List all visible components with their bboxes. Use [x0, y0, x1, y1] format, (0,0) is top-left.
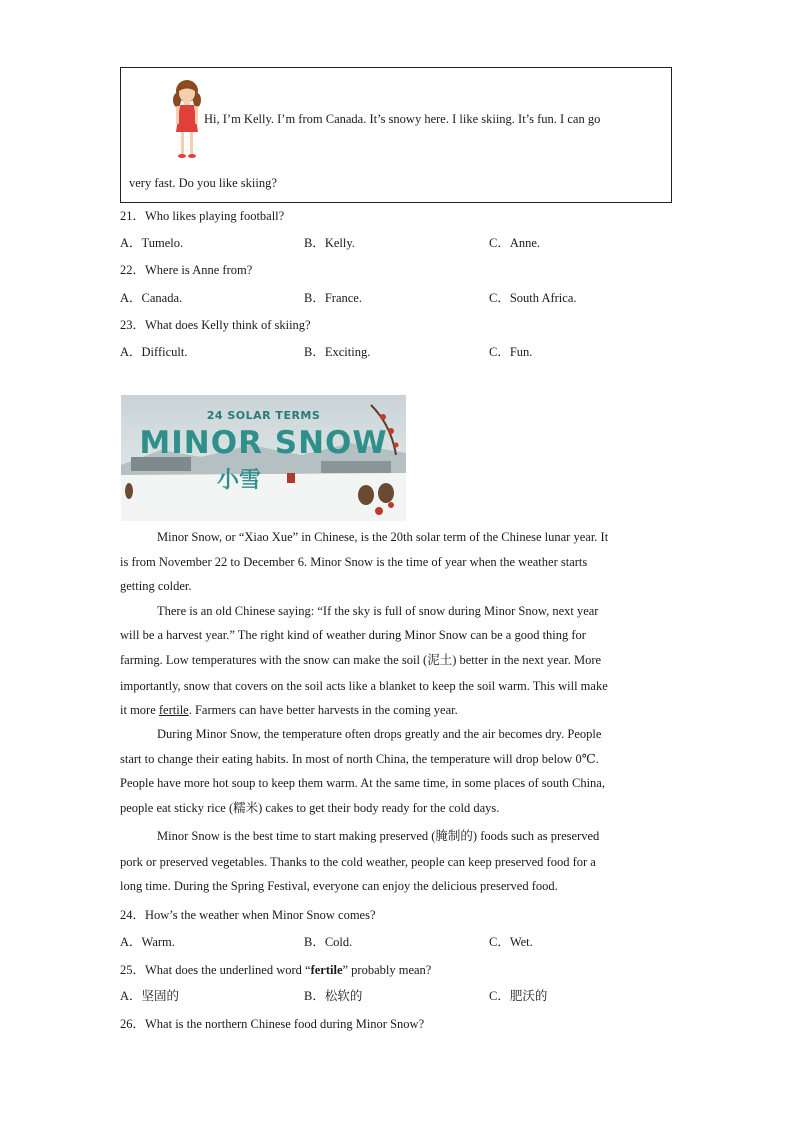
banner-chinese-title: 小雪: [217, 468, 262, 493]
passage-text: it more: [120, 703, 159, 717]
q22-option-b: B．France.: [304, 291, 362, 305]
underlined-word-fertile: fertile: [158, 703, 189, 717]
passage-p4-line-1: Minor Snow is the best time to start making preserved (腌制的) foods such as preserved: [157, 829, 600, 843]
passage-p2-line-1: There is an old Chinese saying: “If the sky is full of snow during Minor Snow, next year: [157, 604, 599, 618]
passage-text: . Farmers can have better harvests in the coming year.: [188, 703, 458, 717]
q23-option-b: B．Exciting.: [304, 345, 371, 359]
q25-option-a: A．坚固的: [120, 989, 180, 1003]
kelly-text-line-2: very fast. Do you like skiing?: [129, 176, 277, 190]
q21-option-c: C．Anne.: [489, 236, 541, 250]
q24-option-b: B．Cold.: [304, 935, 353, 949]
q24-option-a: A．Warm.: [120, 935, 175, 949]
q24-option-c: C．Wet.: [489, 935, 533, 949]
q23-option-c: C．Fun.: [489, 345, 533, 359]
passage-p1-line-1: Minor Snow, or “Xiao Xue” in Chinese, is the 20th solar term of the Chinese lunar year. It: [157, 530, 609, 544]
passage-p4-line-2: pork or preserved vegetables. Thanks to the cold weather, people can keep preserved food for a: [120, 855, 596, 869]
passage-p3-line-3: People have more hot soup to keep them warm. At the same time, in some places of south China,: [120, 776, 605, 790]
passage-p3-line-2: start to change their eating habits. In most of north China, the temperature will drop below 0℃.: [120, 752, 599, 766]
q21-option-b: B．Kelly.: [304, 236, 355, 250]
banner-subtitle: 24 SOLAR TERMS: [206, 409, 321, 422]
girl-illustration-icon: [171, 78, 203, 162]
question-25-text: 25．What does the underlined word “: [120, 963, 311, 977]
q22-option-c: C．South Africa.: [489, 291, 577, 305]
passage-p4-line-3: long time. During the Spring Festival, everyone can enjoy the delicious preserved food.: [120, 879, 558, 893]
question-25-text-end: ” probably mean?: [342, 963, 432, 977]
passage-p2-line-3: farming. Low temperatures with the snow can make the soil (泥土) better in the next year. More: [120, 653, 602, 667]
question-25: [120, 960, 431, 978]
passage-p2-line-5: [120, 704, 458, 717]
q22-option-a: A．Canada.: [120, 291, 183, 305]
q21-option-a: A．Tumelo.: [120, 236, 184, 250]
question-22: 22．Where is Anne from?: [120, 263, 253, 277]
passage-p1-line-3: getting colder.: [120, 579, 192, 593]
minor-snow-banner: [121, 395, 406, 521]
passage-p1-line-2: is from November 22 to December 6. Minor Snow is the time of year when the weather starts: [120, 555, 588, 569]
question-25-keyword: fertile: [310, 963, 343, 977]
question-23: 23．What does Kelly think of skiing?: [120, 318, 311, 332]
q23-option-a: A．Difficult.: [120, 345, 188, 359]
passage-p3-line-4: people eat sticky rice (糯米) cakes to get their body ready for the cold days.: [120, 801, 500, 815]
question-21: 21．Who likes playing football?: [120, 209, 285, 223]
passage-p3-line-1: During Minor Snow, the temperature often drops greatly and the air becomes dry. People: [157, 727, 602, 741]
passage-p2-line-4: importantly, snow that covers on the soil acts like a blanket to keep the soil warm. This will make: [120, 679, 608, 693]
q25-option-c: C．肥沃的: [489, 989, 548, 1003]
banner-title: MINOR SNOW: [139, 425, 388, 461]
question-26: 26．What is the northern Chinese food during Minor Snow?: [120, 1017, 425, 1031]
passage-p2-line-2: will be a harvest year.” The right kind of weather during Minor Snow can be a good thing for: [120, 628, 586, 642]
kelly-text-line-1: Hi, I’m Kelly. I’m from Canada. It’s snowy here. I like skiing. It’s fun. I can go: [204, 112, 601, 126]
question-24: 24．How’s the weather when Minor Snow comes?: [120, 908, 376, 922]
kelly-intro-box: [120, 67, 672, 203]
q25-option-b: B．松软的: [304, 989, 363, 1003]
